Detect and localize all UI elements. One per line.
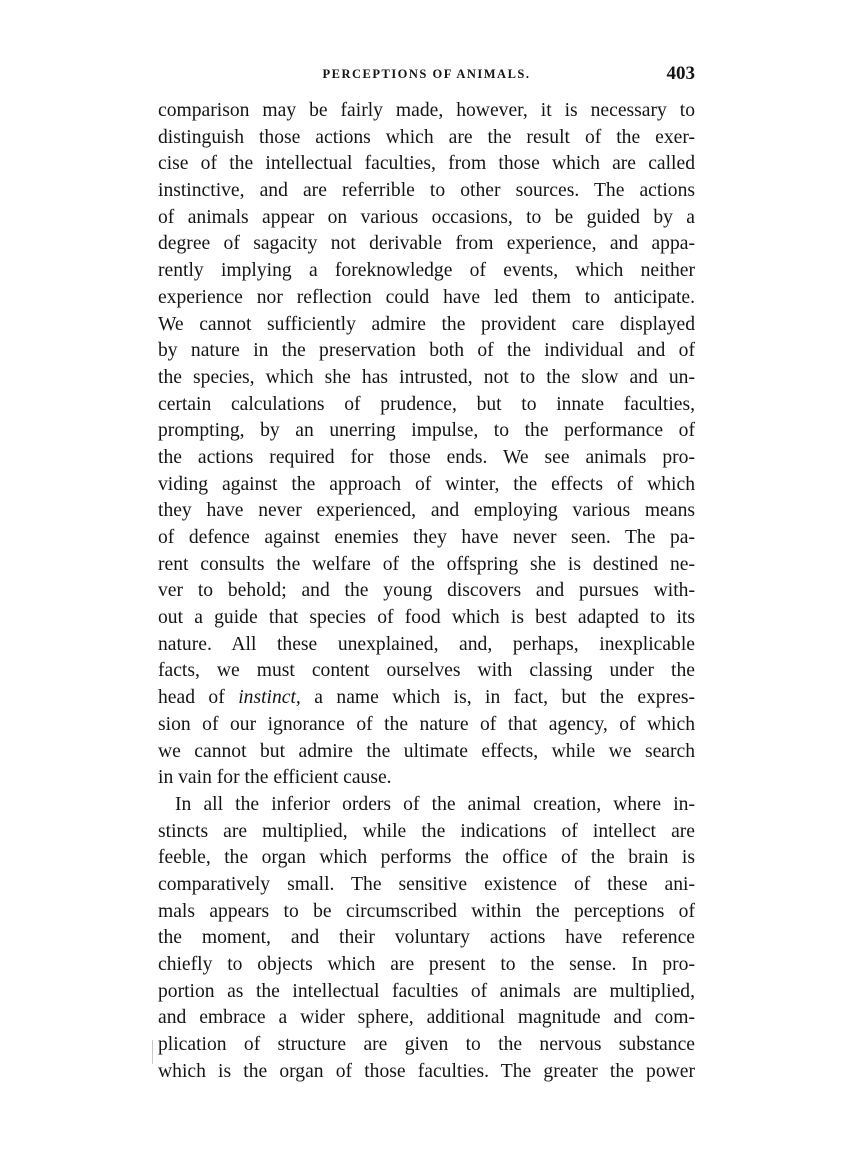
text-line: rently implying a foreknowledge of events, which neither xyxy=(158,260,695,282)
paragraph-1 xyxy=(158,98,695,792)
text-line: comparison may be fairly made, however, it is necessary to xyxy=(158,100,695,121)
text-line: they have never experienced, and employing various means xyxy=(158,500,695,522)
text-line: certain calculations of prudence, but to innate faculties, xyxy=(158,393,695,415)
text-line: stincts are multiplied, while the indications of intellect are xyxy=(158,820,695,842)
text-line: by nature in the preservation both of the individual and of xyxy=(158,340,695,362)
text-line: rent consults the welfare of the offspring she is destined ne- xyxy=(158,553,695,575)
text-line: comparatively small. The sensitive existence of these ani- xyxy=(158,873,695,895)
paragraph-2 xyxy=(158,792,695,1086)
text-line: facts, we must content ourselves with classing under the xyxy=(158,660,695,682)
text-line: the species, which she has intrusted, not to the slow and un- xyxy=(158,366,695,388)
text-line: sion of our ignorance of the nature of that agency, of which xyxy=(158,713,695,735)
text-line: plication of structure are given to the nervous substance xyxy=(158,1034,695,1056)
text-line: the moment, and their voluntary actions have reference xyxy=(158,927,695,949)
text-line: of defence against enemies they have never seen. The pa- xyxy=(158,527,695,548)
text-line: We cannot sufficiently admire the provident care displayed xyxy=(158,313,695,335)
text-line: we cannot but admire the ultimate effects, while we search xyxy=(158,740,695,762)
text-line: mals appears to be circumscribed within the perceptions of xyxy=(158,900,695,922)
text-line: experience nor reflection could have led them to anticipate. xyxy=(158,286,695,308)
text-line-with-italic xyxy=(158,685,695,712)
text-line: feeble, the organ which performs the office of the brain is xyxy=(158,847,695,869)
text-line: instinctive, and are referrible to other sources. The actions xyxy=(158,180,695,202)
text-line: distinguish those actions which are the result of the exer- xyxy=(158,126,695,148)
body-text xyxy=(158,98,695,1085)
text-segment: a name which is, in fact, but the expres- xyxy=(314,687,695,709)
text-line: in vain for the efficient cause. xyxy=(158,767,392,789)
text-line: degree of sagacity not derivable from experience, and appa- xyxy=(158,233,695,255)
text-line: viding against the approach of winter, the effects of which xyxy=(158,473,695,495)
text-line: In all the inferior orders of the animal creation, where in- xyxy=(175,793,695,815)
page-number: 403 xyxy=(666,63,695,84)
text-line: which is the organ of those faculties. The greater the power xyxy=(158,1060,695,1082)
text-segment: head of xyxy=(158,687,225,709)
text-line: cise of the intellectual faculties, from those which are called xyxy=(158,153,695,175)
running-head xyxy=(158,62,695,86)
text-line: and embrace a wider sphere, additional magnitude and com- xyxy=(158,1007,695,1029)
text-line: ver to behold; and the young discovers and pursues with- xyxy=(158,580,695,602)
text-line: out a guide that species of food which is best adapted to its xyxy=(158,607,695,629)
text-line: chiefly to objects which are present to the sense. In pro- xyxy=(158,954,695,975)
text-line: the actions required for those ends. We see animals pro- xyxy=(158,446,695,468)
text-line: of animals appear on various occasions, to be guided by a xyxy=(158,206,695,228)
text-line: portion as the intellectual faculties of animals are multiplied, xyxy=(158,980,695,1002)
italic-term: instinct, xyxy=(238,687,301,709)
text-line: prompting, by an unerring impulse, to the performance of xyxy=(158,420,695,442)
running-title: PERCEPTIONS OF ANIMALS. xyxy=(322,67,531,81)
margin-mark xyxy=(152,1040,153,1064)
text-line: nature. All these unexplained, and, perhaps, inexplicable xyxy=(158,633,695,655)
